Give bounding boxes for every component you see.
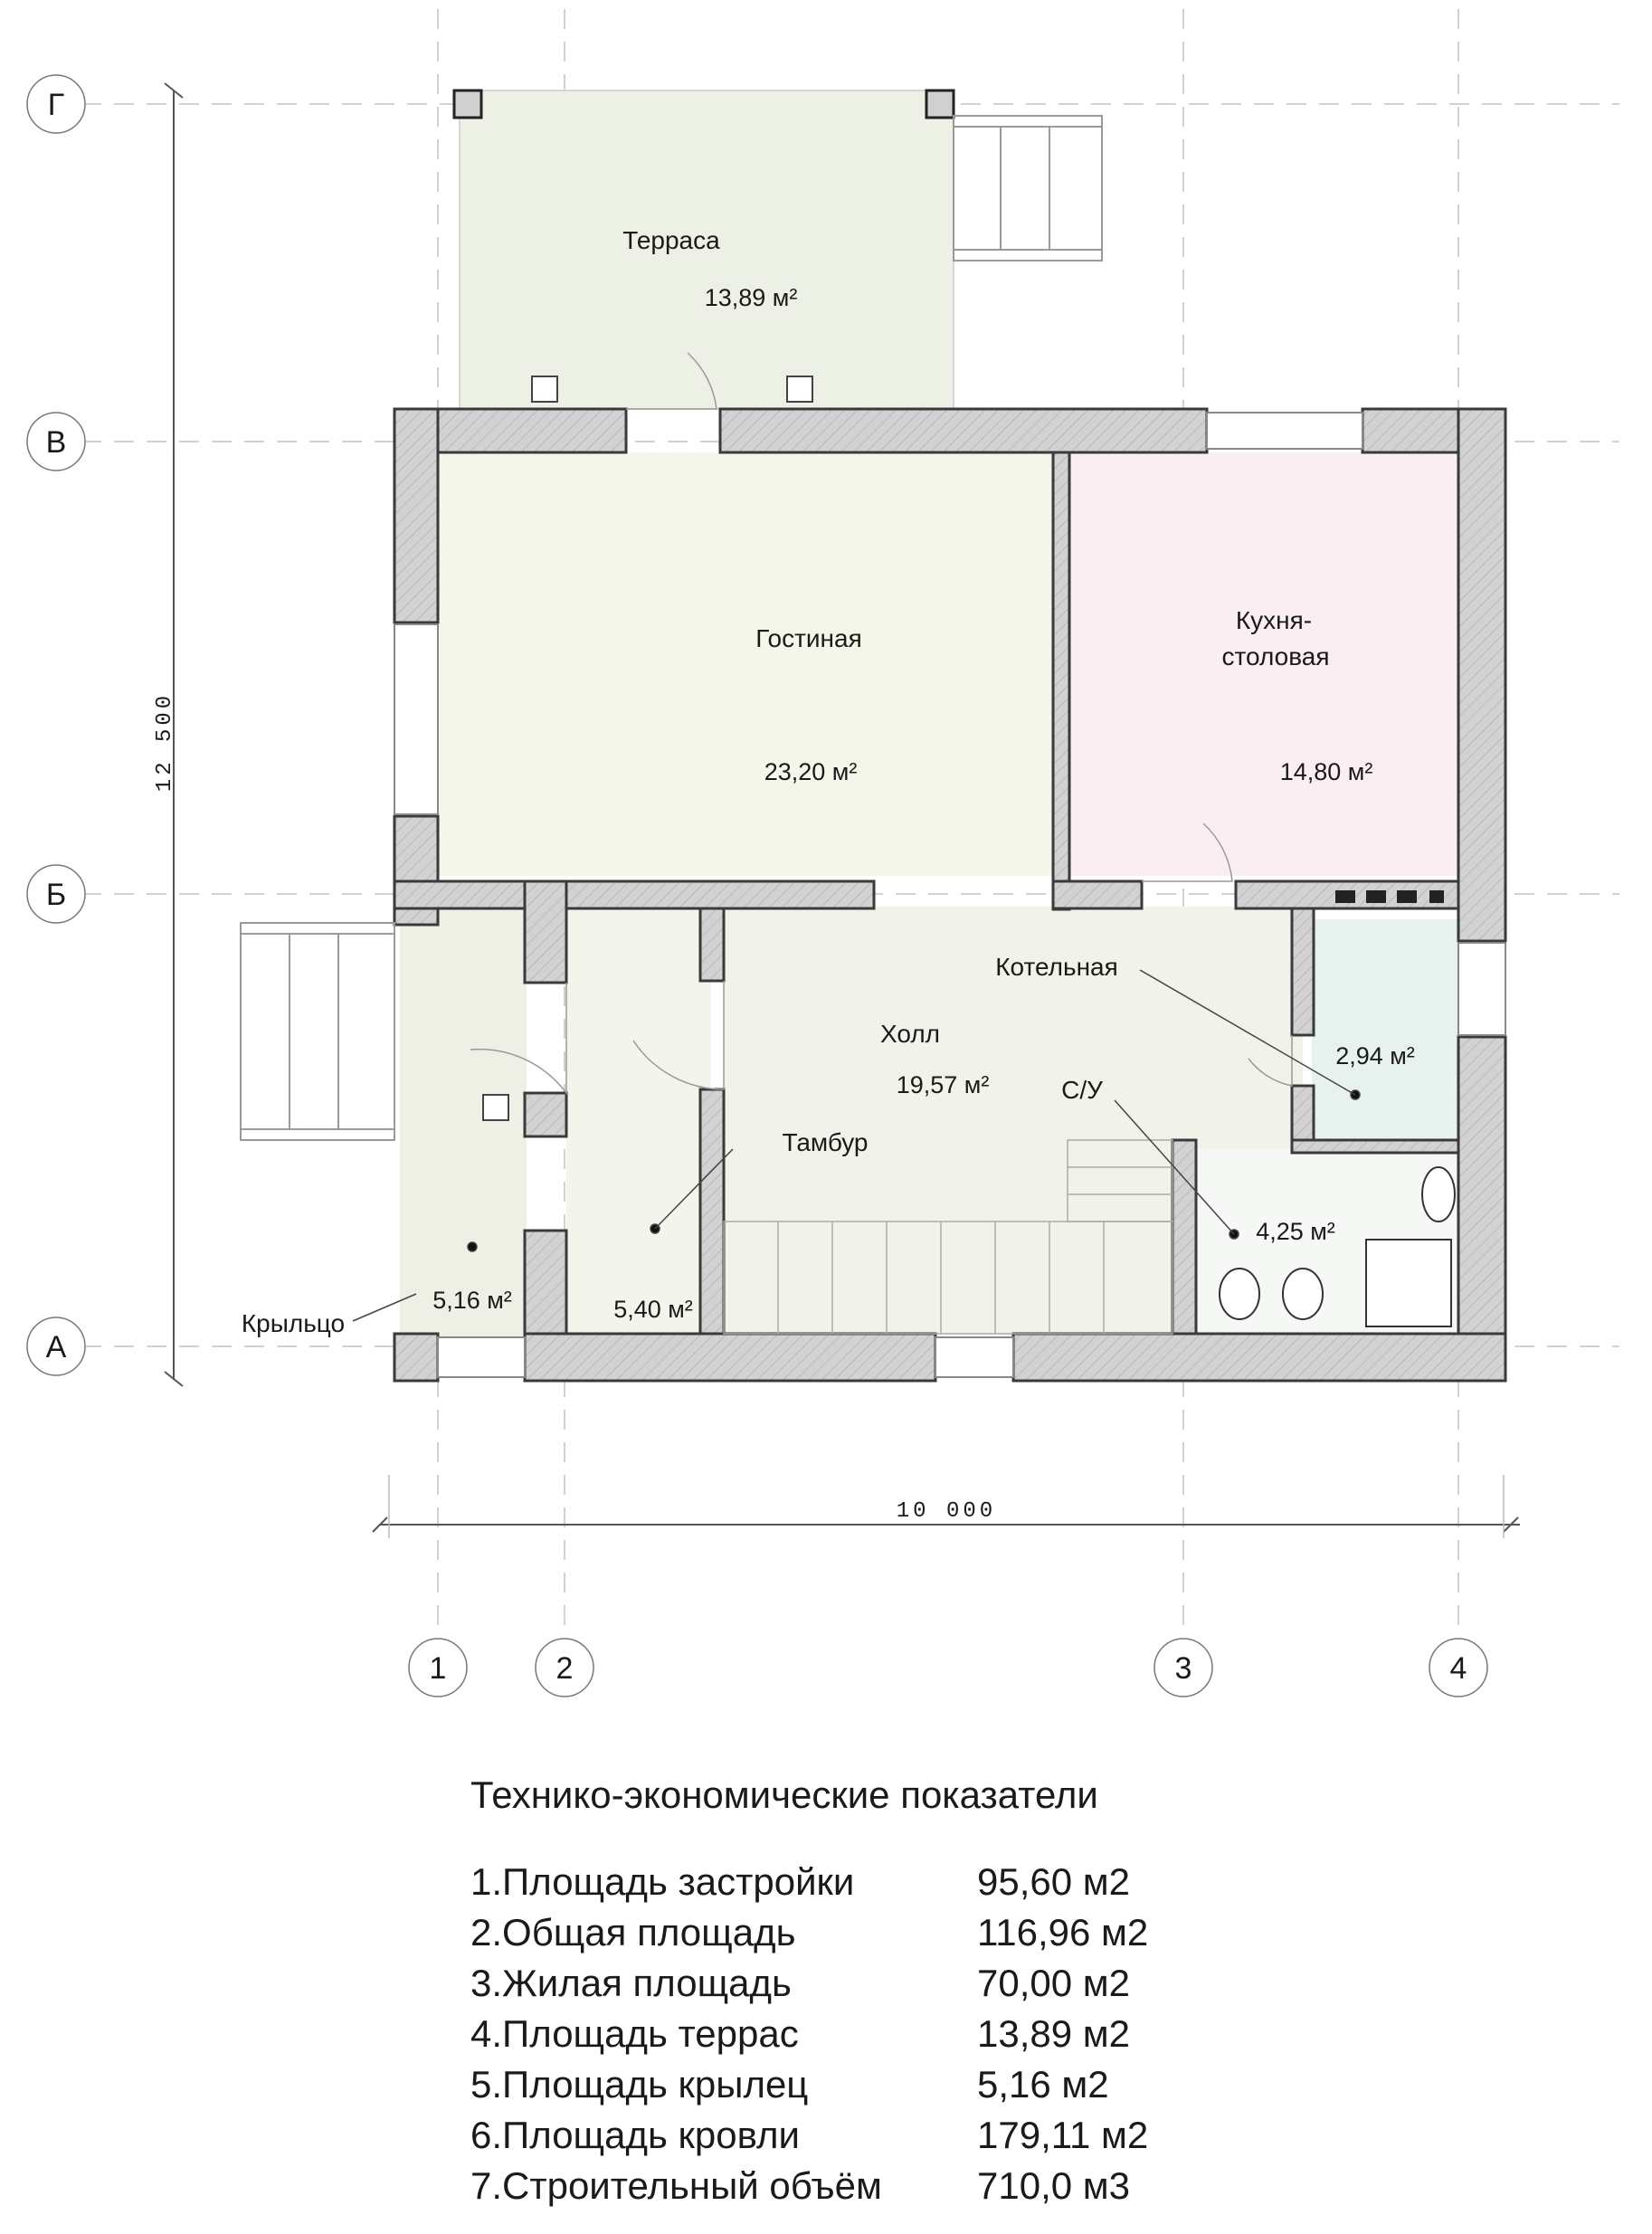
indicator-value: 116,96 м2 [977,1911,1149,1954]
indicator-label: 2.Общая площадь [470,1911,796,1954]
indicator-label: 1.Площадь застройки [470,1860,855,1903]
room-name-porch: Крыльцо [241,1309,346,1337]
room-area-porch: 5,16 м² [432,1287,512,1314]
room-name-living: Гостиная [755,624,862,652]
technical-indicators [470,1773,1285,2211]
room-area-boiler: 2,94 м² [1335,1042,1415,1069]
toilet-icon [1283,1269,1323,1319]
room-name-hall: Холл [880,1020,940,1048]
axis-col-2: 2 [555,1651,574,1686]
living-floor [438,452,1053,876]
dimension-horizontal: 10 000 [896,1499,997,1524]
room-name-kitchen-1: Кухня- [1235,606,1313,634]
room-name-kitchen-2: столовая [1221,642,1330,670]
washbasin-icon [1422,1167,1455,1222]
room-name-bathroom: С/У [1061,1076,1103,1104]
indicator-label: 5.Площадь крылец [470,2063,809,2106]
indicators-title: Технико-экономические показатели [470,1773,1098,1816]
room-name-terrace: Терраса [622,226,720,254]
axis-row-v: В [45,425,67,460]
dimension-vertical: 12 500 [153,691,177,793]
axis-col-1: 1 [429,1651,447,1686]
room-fills [400,90,1458,1346]
indicator-value: 13,89 м2 [977,2012,1131,2055]
room-area-hall: 19,57 м² [896,1071,990,1098]
row-axis-markers [27,75,85,1375]
indicator-row [470,1857,1285,1907]
indicator-value: 179,11 м2 [977,2114,1149,2156]
indicator-row [470,2161,1285,2211]
room-name-boiler: Котельная [995,953,1118,981]
indicator-value: 95,60 м2 [977,1860,1131,1903]
indicator-value: 5,16 м2 [977,2063,1109,2106]
room-area-vestibule: 5,40 м² [613,1296,693,1323]
axis-row-g: Г [47,88,65,122]
indicator-label: 7.Строительный объём [470,2164,882,2207]
room-area-bathroom: 4,25 м² [1256,1218,1335,1245]
indicator-row [470,2059,1285,2110]
indicator-row [470,2110,1285,2161]
vestibule-floor [566,907,711,1334]
indicator-row [470,2009,1285,2059]
room-area-kitchen: 14,80 м² [1279,758,1373,785]
indicator-value: 710,0 м3 [977,2164,1131,2207]
shower-icon [1366,1240,1451,1326]
indicator-label: 3.Жилая площадь [470,1962,792,2004]
room-name-vestibule: Тамбур [782,1128,869,1156]
axis-col-4: 4 [1449,1651,1467,1686]
indicator-value: 70,00 м2 [977,1962,1131,2004]
room-area-living: 23,20 м² [764,758,858,785]
indicator-label: 4.Площадь террас [470,2012,799,2055]
room-area-terrace: 13,89 м² [704,284,798,311]
indicator-row [470,1907,1285,1958]
axis-row-a: А [45,1330,67,1364]
indicator-row [470,1958,1285,2009]
porch-floor [400,907,527,1346]
indicator-label: 6.Площадь кровли [470,2114,800,2156]
axis-row-b: Б [45,878,67,912]
axis-col-3: 3 [1174,1651,1192,1686]
boiler-floor [1312,919,1458,1140]
toilet-icon [1220,1269,1259,1319]
